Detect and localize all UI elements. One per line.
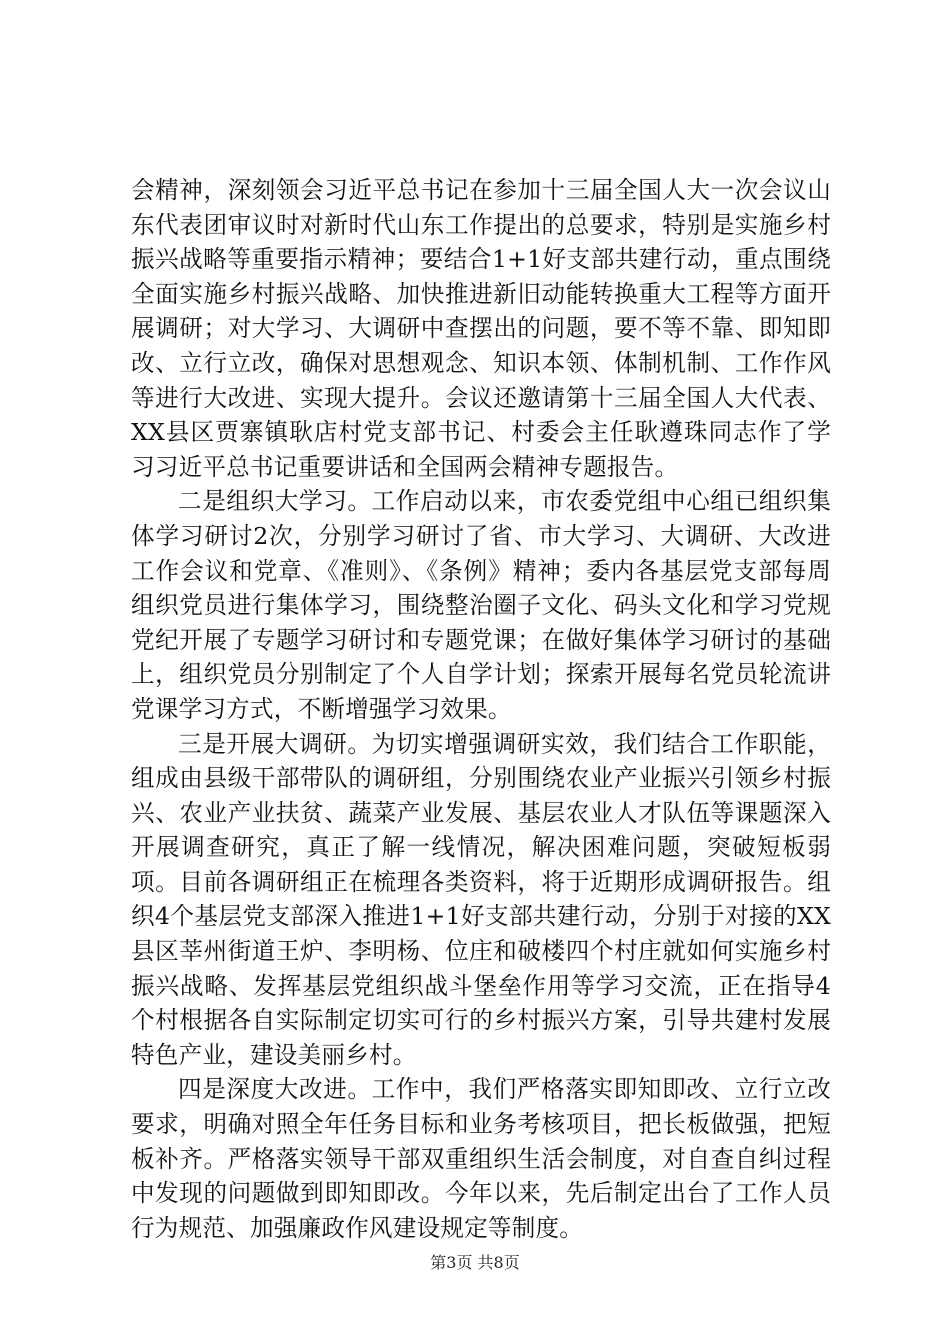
page-number-footer: 第3页 共8页 <box>430 1253 520 1272</box>
body-text <box>131 173 831 1245</box>
paragraph-continuation: 会精神，深刻领会习近平总书记在参加十三届全国人大一次会议山东代表团审议时对新时代山东工作提出的总要求，特别是实施乡村振兴战略等重要指示精神；要结合1+1好支部共建行动，重点围绕全面实施乡村振兴战略、加快推进新旧动能转换重大工程等方面开展调研；对大学习、大调研中查摆出的问题，要不等不靠、即知即改、立行立改，确保对思想观念、知识本领、体制机制、工作作风等进行大改进、实现大提升。会议还邀请第十三届全国人大代表、XX县区贾寨镇耿店村党支部书记、村委会主任耿遵珠同志作了学习习近平总书记重要讲话和全国两会精神专题报告。 <box>131 176 831 481</box>
paragraph-research: 三是开展大调研。为切实增强调研实效，我们结合工作职能，组成由县级干部带队的调研组，分别围绕农业产业振兴引领乡村振兴、农业产业扶贫、蔬菜产业发展、基层农业人才队伍等课题深入开展调查研究，真正了解一线情况，解决困难问题，突破短板弱项。目前各调研组正在梳理各类资料，将于近期形成调研报告。组织4个基层党支部深入推进1+1好支部共建行动，分别于对接的XX县区莘州街道王炉、李明杨、位庄和破楼四个村庄就如何实施乡村振兴战略、发挥基层党组织战斗堡垒作用等学习交流，正在指导4个村根据各自实际制定切实可行的乡村振兴方案，引导共建村发展特色产业，建设美丽乡村。 <box>131 729 831 1069</box>
paragraph-organize-study: 二是组织大学习。工作启动以来，市农委党组中心组已组织集体学习研讨2次，分别学习研讨了省、市大学习、大调研、大改进工作会议和党章、《准则》、《条例》精神；委内各基层党支部每周组织党员进行集体学习，围绕整治圈子文化、码头文化和学习党规党纪开展了专题学习研讨和专题党课；在做好集体学习研讨的基础上，组织党员分别制定了个人自学计划；探索开展每名党员轮流讲党课学习方式，不断增强学习效果。 <box>131 487 831 723</box>
paragraph-improvement: 四是深度大改进。工作中，我们严格落实即知即改、立行立改要求，明确对照全年任务目标和业务考核项目，把长板做强，把短板补齐。严格落实领导干部双重组织生活会制度，对自查自纠过程中发现的问题做到即知即改。今年以来，先后制定出台了工作人员行为规范、加强廉政作风建设规定等制度。 <box>131 1075 831 1242</box>
